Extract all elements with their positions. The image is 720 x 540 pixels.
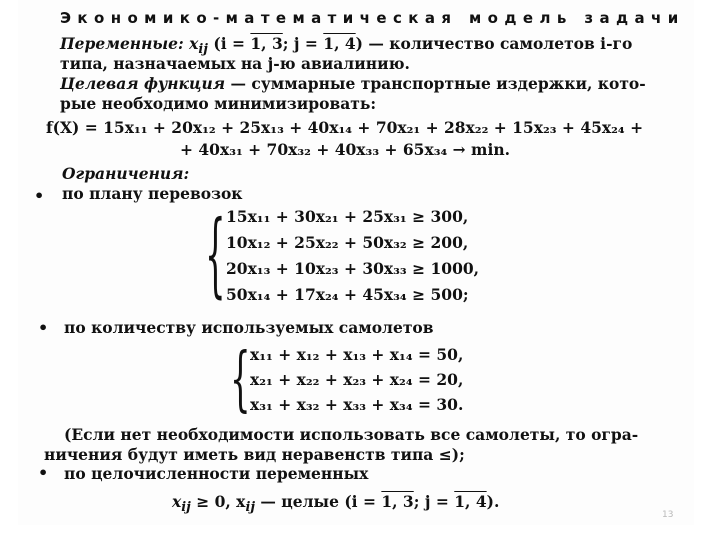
integer-formula	[172, 494, 499, 515]
constraints-colon: :	[183, 164, 190, 183]
planes-constraints-label: по количеству используемых самолетов	[64, 318, 434, 337]
integer-text: — целые (i =	[255, 492, 382, 511]
integer-text: x	[172, 492, 182, 511]
page-title: Экономико-математическая модель задачи	[60, 9, 685, 27]
variables-text: (i =	[207, 34, 251, 53]
variables-text: ; j =	[282, 34, 324, 53]
plan-equation: 15x₁₁ + 30x₂₁ + 25x₃₁ ≥ 300,	[226, 207, 469, 226]
objective-formula-line-1: f(X) = 15x₁₁ + 20x₁₂ + 25x₁₃ + 40x₁₄ + 70x₂₁ + 28x₂₂ + 15x₂₃ + 45x₂₄ +	[46, 118, 644, 137]
plan-equation: 50x₁₄ + 17x₂₄ + 45x₃₄ ≥ 500;	[226, 285, 469, 304]
planes-equation: x₂₁ + x₂₂ + x₂₃ + x₂₄ = 20,	[250, 370, 464, 389]
objective-text: — суммарные транспортные издержки, кото-	[225, 74, 646, 93]
constraints-label: Ограничения	[62, 164, 184, 183]
variables-label: Переменные	[60, 34, 179, 53]
integer-subscript: ij	[181, 500, 191, 516]
integer-text: ).	[486, 492, 500, 511]
variables-line-2: типа, назначаемых на j-ю авиалинию.	[60, 54, 410, 73]
plan-equation: 20x₁₃ + 10x₂₃ + 30x₃₃ ≥ 1000,	[226, 259, 480, 278]
range-i: 1, 3	[250, 34, 283, 53]
note-line-2: ничения будут иметь вид неравенств типа ≤);	[44, 445, 465, 464]
variables-subscript: ij	[198, 42, 208, 58]
constraints-heading	[62, 166, 189, 182]
variables-text: : x	[178, 34, 199, 53]
range-i: 1, 3	[381, 492, 414, 511]
plan-constraints-label: по плану перевозок	[62, 184, 243, 203]
range-j: 1, 4	[454, 492, 487, 511]
bullet: •	[38, 318, 49, 337]
objective-line-2: рые необходимо минимизировать:	[60, 94, 377, 113]
objective-label: Целевая функция	[60, 74, 226, 93]
bullet: •	[38, 463, 49, 482]
bullet: •	[34, 186, 45, 205]
left-brace: {	[205, 204, 226, 309]
variables-text: ) — количество самолетов i-го	[355, 34, 633, 53]
integer-subscript: ij	[245, 500, 256, 516]
left-brace: {	[230, 340, 251, 420]
objective-line-1	[60, 76, 646, 92]
integer-constraints-label: по целочисленности переменных	[64, 464, 369, 483]
planes-equation: x₃₁ + x₃₂ + x₃₃ + x₃₄ = 30.	[250, 395, 464, 414]
integer-text: ≥ 0, x	[190, 492, 246, 511]
page-number: 13	[662, 510, 674, 520]
plan-equation: 10x₁₂ + 25x₂₂ + 50x₃₂ ≥ 200,	[226, 233, 469, 252]
note-line-1: (Если нет необходимости использовать все самолеты, то огра-	[64, 425, 639, 444]
objective-formula-line-2: + 40x₃₁ + 70x₃₂ + 40x₃₃ + 65x₃₄ → min.	[180, 140, 511, 159]
integer-text: ; j =	[413, 492, 455, 511]
range-j: 1, 4	[323, 34, 356, 53]
planes-equation: x₁₁ + x₁₂ + x₁₃ + x₁₄ = 50,	[250, 345, 464, 364]
